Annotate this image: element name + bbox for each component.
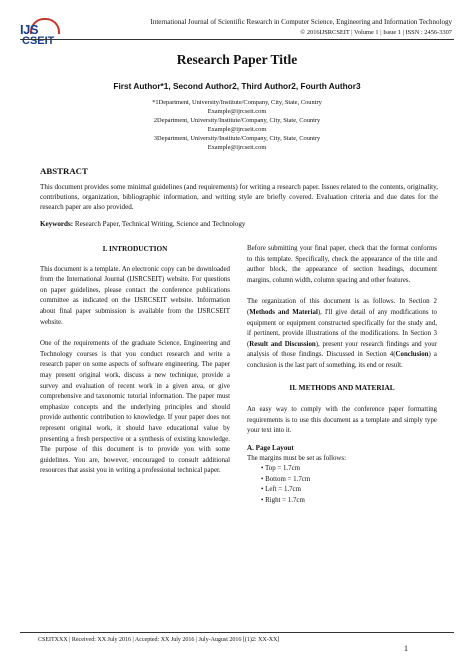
affiliation-1 [0, 98, 474, 116]
methods-paragraph: An easy way to comply with the conference paper formatting requirements is to use this document as a template and simply type your text into it. [247, 406, 437, 435]
list-item: • Left = 1.7cm [261, 485, 437, 496]
list-item: • Right = 1.7cm [261, 496, 437, 507]
right-paragraph-1: Before submitting your final paper, check that the format conforms to this template. Specifically, check the appearance of the title and author block, the appearance of section headings, document margins, column width, column spacing and other features. [247, 245, 437, 284]
paper-title: Research Paper Title [176, 52, 298, 67]
list-item: • Bottom = 1.7cm [261, 475, 437, 486]
abstract-heading: ABSTRACT [40, 166, 88, 176]
logo-text-bottom: CSEIT [22, 35, 55, 47]
margins-list [247, 464, 437, 506]
org-bold-2: Result and Discussion [249, 340, 316, 348]
affiliation-3-dept: 3Department, University/Institute/Company, City, State, Country [153, 135, 321, 142]
org-text-2: ), I'll give detail of any modifications to equipment or equipment constructed specifically for the study and, if pertinent, provide illustrations of the modifications. In Section 3 ( [247, 308, 437, 348]
header-rule [20, 39, 454, 40]
org-bold-3: Conclusion [395, 351, 429, 359]
issue-line: © 2016IJSRCSEIT | Volume 1 | Issue 1 | ISSN : 2456-3307 [300, 29, 452, 36]
org-text-1: The organization of this document is as follows. In Section 2 ( [247, 298, 437, 316]
page-number: 1 [404, 644, 408, 653]
affiliation-2-email: Example@ijrcseit.com [207, 126, 267, 133]
affiliation-1-email: Example@ijrcseit.com [207, 108, 267, 115]
section-1-heading: I. INTRODUCTION [102, 244, 168, 253]
keywords-list: Research Paper, Technical Writing, Science and Technology [73, 220, 246, 228]
affiliation-3-email: Example@ijrcseit.com [207, 144, 267, 151]
affiliation-1-dept: *1Department, University/Institute/Company, City, State, Country [152, 99, 322, 106]
list-item: • Top = 1.7cm [261, 464, 437, 475]
subsection-heading: A. Page Layout [247, 443, 294, 452]
org-text-4: ) a conclusion is the last part of something, its end or result. [247, 351, 437, 369]
left-column [40, 244, 230, 488]
keywords [40, 220, 438, 230]
right-column [247, 244, 437, 506]
intro-paragraph-2: One of the requirements of the graduate Science, Engineering and Technology courses is that you conduct research and write a research paper on some aspects of software engineering. The paper may present original work, discuss a new technique, provide a survey and evaluation of recent work in a given area, or give comprehensive and taxonomic tutorial information. The paper must emphasize concepts and the underlying principles and should provide authentic contribution to knowledge. If your paper does not represent original work, it should have educational value by presenting a fresh perspective or a synthesis of existing knowledge. The purpose of this document is to provide you with some guidelines. You are, however, encouraged to consult additional resources that assist you in writing a professional technical paper. [40, 340, 230, 475]
org-bold-1: Methods and Material [249, 308, 318, 316]
keywords-label: Keywords: [40, 220, 74, 228]
org-text-3: ), present your research findings and your analysis of those findings. Discussed in Section 4( [247, 340, 437, 359]
affiliation-2-dept: 2Department, University/Institute/Company, City, State, Country [153, 117, 321, 124]
section-2-heading: II. METHODS AND MATERIAL [289, 382, 395, 392]
footer-citation: CSEITXXX | Received: XX July 2016 | Accepted: XX July 2016 | July-August 2016 [(1)2: XX-XX] [38, 637, 280, 643]
margins-intro: The margins must be set as follows: [247, 454, 347, 462]
journal-logo [20, 22, 56, 50]
affiliation-2 [0, 116, 474, 134]
journal-name: International Journal of Scientific Research in Computer Science, Engineering and Information Technology [150, 18, 452, 26]
abstract-text: This document provides some minimal guidelines (and requirements) for writing a research paper. Issues related to the contents, originality, contributions, organization, bibliographic information, and writing style are briefly covered. Evaluation criteria and due dates for the research paper are also provided. [40, 183, 438, 211]
author-list: First Author*1, Second Author2, Third Author2, Fourth Author3 [113, 81, 361, 91]
organization-paragraph [247, 297, 437, 371]
intro-paragraph-1: This document is a template. An electronic copy can be downloaded from the International Journal (IJSRCSEIT) website. For questions on paper guidelines, please contact the conference publications committee as indicated on the IJSRCSEIT website. Information about final paper submission is available from the IJSRCSEIT website. [40, 265, 230, 326]
logo-text-top: IJS [20, 22, 39, 37]
affiliation-3 [0, 134, 474, 152]
footer-rule [20, 632, 454, 633]
